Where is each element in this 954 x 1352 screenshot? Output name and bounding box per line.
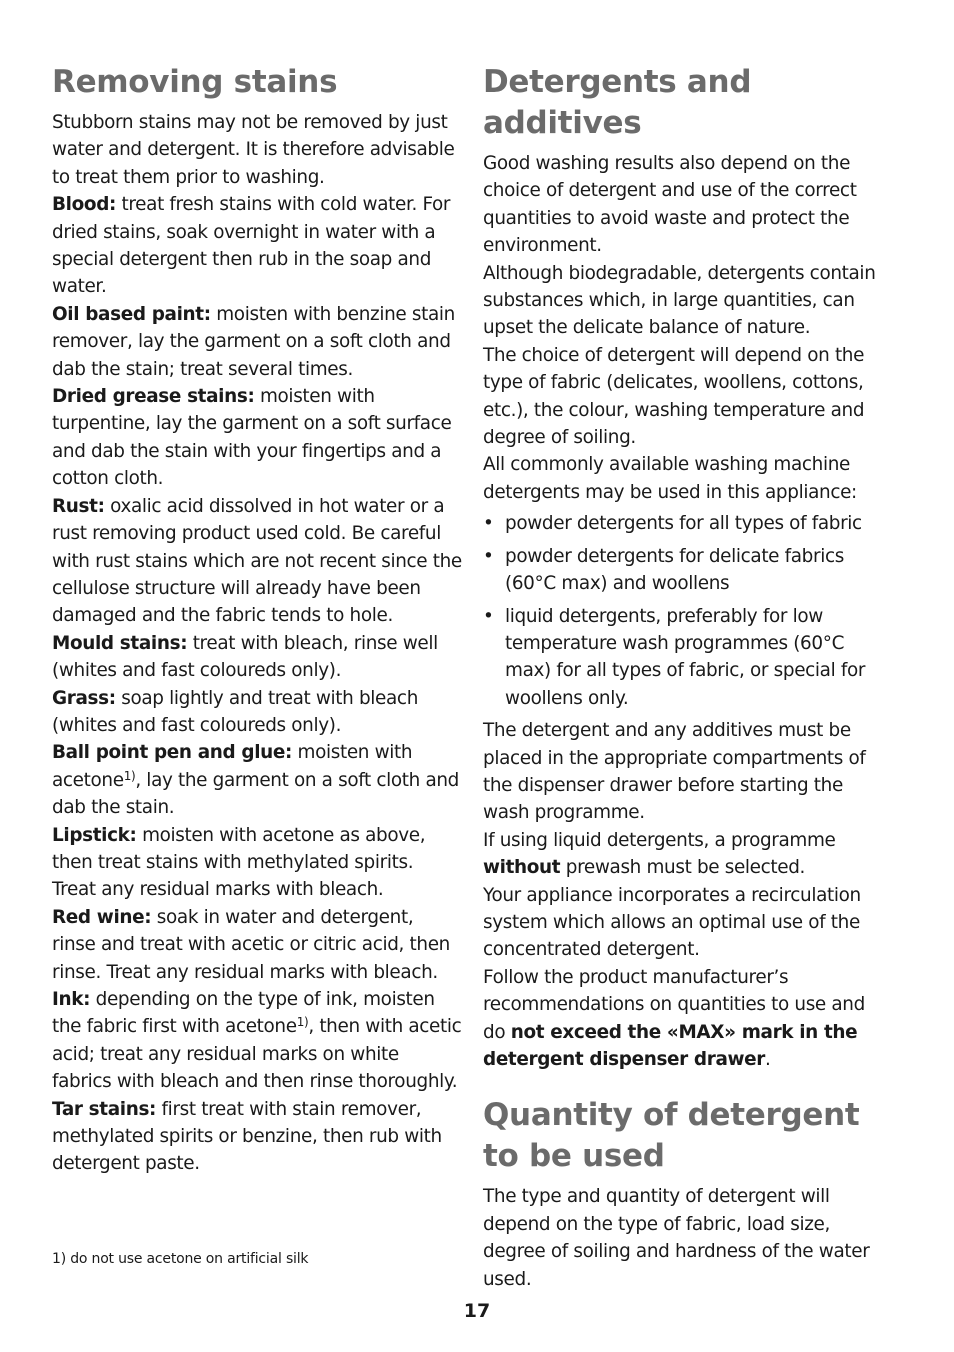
- stain-text: moisten with turpentine, lay the garment on a soft surface and dab the stain with your fingertips and a cotton cloth.: [52, 386, 452, 490]
- footnote-marker: 1): [296, 1015, 309, 1030]
- list-item: [483, 603, 883, 713]
- stain-tar: [52, 1096, 462, 1178]
- stain-label: Lipstick:: [52, 824, 137, 846]
- list-item-text: powder detergents for all types of fabric: [505, 513, 862, 535]
- footnote-marker: 1): [123, 768, 136, 783]
- stain-label: Ink:: [52, 989, 91, 1010]
- list-item: [483, 543, 883, 598]
- list-item-text: powder detergents for delicate fabrics (60°C max) and woollens: [505, 545, 844, 595]
- stain-blood: [52, 191, 462, 301]
- stain-text: first treat with stain remover, methylated spirits or benzine, then rub with detergent paste.: [52, 1098, 442, 1175]
- stain-label: Blood:: [52, 194, 117, 216]
- detergents-paragraph: The detergent and any additives must be placed in the appropriate compartments of the dispenser drawer before starting the wash programme.: [483, 720, 866, 824]
- bullet-icon: •: [483, 513, 494, 535]
- stain-text: soak in water and detergent, rinse and treat with acetic or citric acid, then rinse. Treat any residual marks with bleach.: [52, 906, 450, 983]
- left-column: [52, 62, 462, 1178]
- detergents-paragraph: Although biodegradable, detergents contain substances which, in large quantities, can upset the delicate balance of nature.: [483, 262, 876, 339]
- stain-grease: [52, 383, 462, 493]
- emphasis: not exceed the «MAX» mark in the detergent dispenser drawer: [483, 1021, 858, 1070]
- stain-text: soap lightly and treat with bleach (whites and fast coloureds only).: [52, 687, 419, 736]
- stain-rust: [52, 493, 462, 630]
- stain-text: , then with acetic acid; treat any residual marks on white fabrics with bleach and then rinse thoroughly.: [52, 1016, 462, 1093]
- detergents-paragraph: Your appliance incorporates a recirculation system which allows an optimal use of the concentrated detergent.: [483, 884, 861, 961]
- stain-lipstick: [52, 822, 462, 904]
- text-run: prewash must be selected.: [560, 857, 806, 879]
- quantity-paragraph: The type and quantity of detergent will depend on the type of fabric, load size, degree of soiling and hardness of the water used.: [483, 1186, 870, 1290]
- stain-text: treat with bleach, rinse well (whites and fast coloureds only).: [52, 632, 438, 682]
- detergent-type-list: [483, 510, 883, 712]
- stain-red-wine: [52, 904, 462, 986]
- stain-label: Ball point pen and glue:: [52, 742, 293, 764]
- list-item-text: liquid detergents, preferably for low temperature wash programmes (60°C max) for all types of fabric, or special for woollens only.: [505, 605, 866, 709]
- emphasis: without: [483, 857, 561, 879]
- stain-text: moisten with acetone as above, then treat stains with methylated spirits. Treat any residual marks with bleach.: [52, 824, 426, 901]
- stain-label: Dried grease stains:: [52, 386, 255, 408]
- stain-text: moisten with benzine stain remover, lay the garment on a soft cloth and dab the stain; treat several times.: [52, 303, 455, 380]
- list-item: [483, 510, 883, 537]
- stain-text: moisten with acetone: [52, 742, 413, 791]
- stain-ink: [52, 986, 462, 1096]
- liquid-detergent-note: [483, 827, 883, 882]
- bullet-icon: •: [483, 605, 494, 627]
- stain-text: oxalic acid dissolved in hot water or a rust removing product used cold. Be careful with rust stains which are not recent since the cellulose structure will already have been damaged and the fabric tends to hole.: [52, 495, 462, 627]
- stain-text: , lay the garment on a soft cloth and dab the stain.: [52, 769, 460, 819]
- detergents-paragraph: The choice of detergent will depend on the type of fabric (delicates, woollens, cottons, etc.), the colour, washing temperature and degree of soiling.: [483, 344, 865, 449]
- stain-text: depending on the type of ink, moisten the fabric first with acetone: [52, 989, 435, 1038]
- max-mark-warning: [483, 964, 883, 1074]
- stain-grass: [52, 685, 462, 740]
- stain-mould: [52, 630, 462, 685]
- text-run: Follow the product manufacturer’s recommendations on quantities to use and do: [483, 966, 865, 1043]
- footnote: 1) do not use acetone on artificial silk: [52, 1251, 309, 1267]
- stain-label: Mould stains:: [52, 632, 188, 654]
- stain-label: Red wine:: [52, 906, 152, 928]
- bullet-icon: •: [483, 545, 494, 567]
- detergents-heading: Detergents and additives: [483, 64, 752, 141]
- stain-label: Oil based paint:: [52, 303, 211, 325]
- text-run: If using liquid detergents, a programme: [483, 829, 836, 851]
- page-number: 17: [463, 1300, 491, 1322]
- quantity-heading: Quantity of detergent to be used: [483, 1097, 860, 1175]
- text-run: .: [765, 1049, 771, 1070]
- stain-oil-paint: [52, 301, 462, 383]
- detergents-paragraph: Good washing results also depend on the choice of detergent and use of the correct quantities to avoid waste and protect the environment.: [483, 153, 857, 257]
- right-column: [483, 62, 883, 1293]
- detergents-paragraph: All commonly available washing machine detergents may be used in this appliance:: [483, 454, 857, 503]
- stain-ballpoint: [52, 739, 462, 821]
- stain-label: Grass:: [52, 687, 116, 709]
- removing-stains-heading: Removing stains: [52, 64, 338, 100]
- stain-label: Tar stains:: [52, 1098, 157, 1120]
- stains-intro: Stubborn stains may not be removed by just water and detergent. It is therefore advisable to treat them prior to washing.: [52, 112, 455, 188]
- stain-label: Rust:: [52, 495, 105, 517]
- stain-text: treat fresh stains with cold water. For dried stains, soak overnight in water with a special detergent then rub in the soap and water.: [52, 194, 451, 298]
